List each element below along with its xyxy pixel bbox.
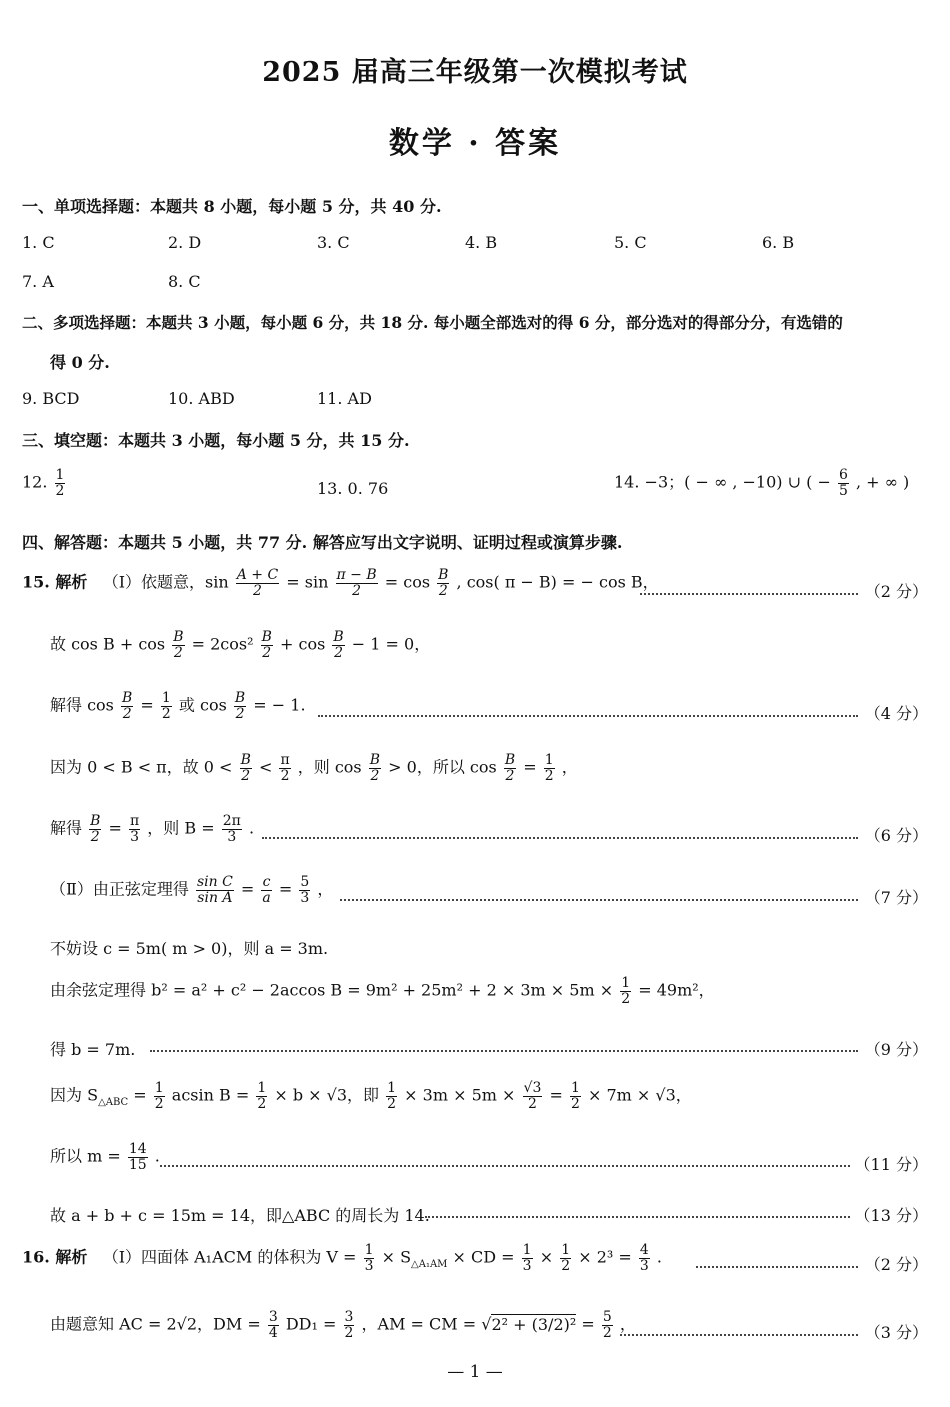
dotted-leader [160, 1164, 850, 1167]
fraction: $\frac{5}{3}$ [300, 874, 310, 906]
fraction: $\frac{B}{2}$ [333, 629, 344, 661]
q16-line-2: 由题意知 AC = 2√2，DM = $\frac{3}{4}$ DD₁ = $\frac{3}{2}$ ，AM = CM = √2² + (3/2)² = $\frac{5}{2}$ ， [50, 1309, 636, 1341]
fraction: $\frac{4}{3}$ [639, 1242, 649, 1274]
fraction: $\frac{6}{5}$ [838, 467, 848, 499]
score-mark: （9 分） [864, 1040, 928, 1059]
fraction: $\frac{1}{2}$ [544, 752, 554, 784]
fraction: $\frac{1}{2}$ [387, 1080, 397, 1112]
page-subtitle: 数学 · 答案 [388, 126, 562, 161]
dotted-leader [262, 836, 858, 839]
score-mark: （2 分） [864, 582, 928, 601]
fraction: $\frac{\pi}{3}$ [130, 813, 140, 845]
fraction: $\frac{c}{a}$ [262, 874, 271, 906]
answer-item: 3. C [317, 233, 350, 252]
answer-item: 11. AD [317, 389, 372, 408]
fraction: $\frac{1}{2}$ [621, 975, 631, 1007]
fraction: $\frac{B}{2}$ [122, 690, 133, 722]
fraction: $\frac{1}{2}$ [154, 1080, 164, 1112]
answer-item: 1. C [22, 233, 55, 252]
fraction: $\frac{\pi}{2}$ [280, 752, 290, 784]
section-heading-4: 四、解答题：本题共 5 小题，共 77 分. 解答应写出文字说明、证明过程或演算步骤. [22, 533, 623, 552]
score-mark: （13 分） [854, 1206, 928, 1225]
fraction: $\frac{B}{2}$ [369, 752, 381, 784]
answer-item: 5. C [614, 233, 647, 252]
dotted-leader [640, 592, 858, 595]
section-heading-2-cont: 得 0 分. [50, 353, 110, 372]
fraction: $\frac{3}{4}$ [268, 1309, 278, 1341]
fraction: $\frac{3}{2}$ [344, 1309, 354, 1341]
section-heading-3: 三、填空题：本题共 3 小题，每小题 5 分，共 15 分. [22, 431, 410, 450]
q15-line-1: 15. 解析 （Ⅰ）依题意，sin $\frac{A + C}{2}$ = sin $\frac{\pi - B}{2}$ = cos $\frac{B}{2}$ , cos( π − B) = − cos B， [22, 567, 659, 599]
dotted-leader [318, 714, 858, 717]
score-mark: （6 分） [864, 826, 928, 845]
q15-line-9: 得 b = 7m. [50, 1040, 136, 1059]
dotted-leader [425, 1215, 850, 1218]
fraction: $\frac{B}{2}$ [240, 752, 251, 784]
score-mark: （4 分） [864, 704, 928, 723]
answer-q14: 14. −3；( − ∞ , −10) ∪ ( − $\frac{6}{5}$ , + ∞ ) [614, 467, 910, 499]
fraction: $\frac{B}{2}$ [234, 690, 246, 722]
answer-item: 4. B [465, 233, 498, 252]
page-number: — 1 — [447, 1362, 503, 1382]
sqrt-expression: √2² + (3/2)² [481, 1314, 577, 1334]
answer-item: 2. D [168, 233, 202, 252]
fraction: $\frac{1}{2}$ [55, 467, 65, 499]
q15-line-5: 解得 $\frac{B}{2}$ = $\frac{\pi}{3}$ ，则 B = $\frac{2\pi}{3}$ . [50, 813, 255, 845]
q16-line-1: 16. 解析 （Ⅰ）四面体 A₁ACM 的体积为 V = $\frac{1}{3}$ × $S_{\triangle A_1AM}$ × CD = $\frac{1}{3}$ × $\frac{1}{2}$ × 2³ = $\frac{4}{3}$ . [22, 1242, 662, 1274]
fraction: $\frac{B}{2}$ [438, 567, 449, 599]
fraction: $\frac{A + C}{2}$ [236, 567, 279, 599]
dotted-leader [620, 1333, 858, 1336]
answer-item: 10. ABD [168, 389, 235, 408]
q15-line-3: 解得 cos $\frac{B}{2}$ = $\frac{1}{2}$ 或 cos $\frac{B}{2}$ = − 1. [50, 690, 306, 722]
fraction: $\frac{14}{15}$ [128, 1141, 147, 1173]
page-title: 2025 届高三年级第一次模拟考试 [262, 57, 688, 88]
fraction: $\frac{1}{2}$ [257, 1080, 267, 1112]
answer-item: 7. A [22, 272, 54, 291]
section-heading-2: 二、多项选择题：本题共 3 小题，每小题 6 分，共 18 分. 每小题全部选对的得 6 分，部分选对的得部分分，有选错的 [22, 313, 843, 332]
q15-line-6: （Ⅱ）由正弦定理得 $\frac{\text{sin C}}{\text{sin A}}$ = $\frac{c}{a}$ = $\frac{5}{3}$ ， [50, 874, 334, 906]
q15-line-11: 所以 m = $\frac{14}{15}$ . [50, 1141, 160, 1173]
score-mark: （3 分） [864, 1323, 928, 1342]
answer-item: 6. B [762, 233, 795, 252]
fraction: $\frac{5}{2}$ [602, 1309, 612, 1341]
dotted-leader [340, 898, 858, 901]
fraction: $\frac{1}{2}$ [570, 1080, 580, 1112]
score-mark: （2 分） [864, 1255, 928, 1274]
answer-q13: 13. 0. 76 [317, 479, 389, 498]
answer-q12: 12. $\frac{1}{2}$ [22, 467, 65, 499]
score-mark: （7 分） [864, 888, 928, 907]
q15-line-2: 故 cos B + cos $\frac{B}{2}$ = 2cos² $\frac{B}{2}$ + cos $\frac{B}{2}$ − 1 = 0， [50, 629, 431, 661]
answer-item: 9. BCD [22, 389, 80, 408]
fraction: $\frac{√3}{2}$ [523, 1080, 542, 1112]
fraction: $\frac{B}{2}$ [173, 629, 184, 661]
q15-line-4: 因为 0 < B < π，故 0 < $\frac{B}{2}$ < $\frac{\pi}{2}$ ，则 cos $\frac{B}{2}$ > 0，所以 cos $\frac{B}{2}$ = $\frac{1}{2}$ ， [50, 752, 578, 784]
q15-line-8: 由余弦定理得 b² = a² + c² − 2accos B = 9m² + 25m² + 2 × 3m × 5m × $\frac{1}{2}$ = 49m²， [50, 975, 715, 1007]
q15-line-12: 故 a + b + c = 15m = 14，即△ABC 的周长为 14. [50, 1206, 430, 1225]
section-heading-1: 一、单项选择题：本题共 8 小题，每小题 5 分，共 40 分. [22, 197, 442, 216]
score-mark: （11 分） [854, 1155, 928, 1174]
fraction: $\frac{1}{2}$ [161, 690, 171, 722]
fraction: $\frac{\pi - B}{2}$ [336, 567, 377, 599]
fraction: $\frac{B}{2}$ [504, 752, 516, 784]
fraction: $\frac{\text{sin C}}{\text{sin A}}$ [196, 874, 233, 906]
fraction: $\frac{1}{3}$ [364, 1242, 374, 1274]
q15-line-10: 因为 $S_{\triangle ABC}$ = $\frac{1}{2}$ acsin B = $\frac{1}{2}$ × b × √3，即 $\frac{1}{2}$ × 3m × 5m × $\frac{√3}{2}$ = $\frac{1}{2}$ × 7m × √3， [50, 1080, 692, 1112]
q15-line-7: 不妨设 c = 5m( m > 0)，则 a = 3m. [50, 939, 329, 958]
fraction: $\frac{B}{2}$ [90, 813, 101, 845]
answer-item: 8. C [168, 272, 201, 291]
dotted-leader [696, 1265, 858, 1268]
fraction: $\frac{1}{3}$ [522, 1242, 532, 1274]
fraction: $\frac{B}{2}$ [261, 629, 272, 661]
fraction: $\frac{2\pi}{3}$ [222, 813, 241, 845]
fraction: $\frac{1}{2}$ [561, 1242, 571, 1274]
dotted-leader [150, 1049, 858, 1052]
